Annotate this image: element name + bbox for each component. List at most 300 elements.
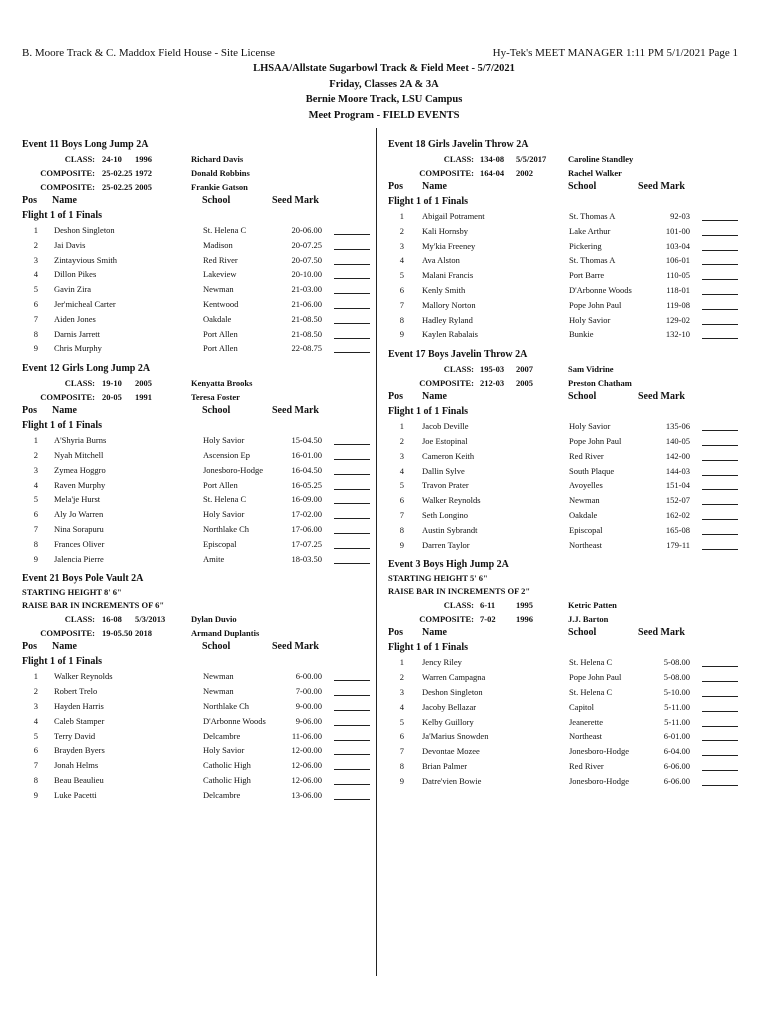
header-pos: Pos <box>22 405 37 417</box>
entry-school: Ascension Ep <box>203 449 250 460</box>
entry-row <box>388 268 738 283</box>
entry-name: Travon Prater <box>422 480 469 491</box>
entry-school: Delcambre <box>203 789 241 800</box>
flight-heading: Flight 1 of 1 Finals <box>388 196 469 207</box>
header-seed-mark: Seed Mark <box>272 641 319 653</box>
header-pos: Pos <box>388 391 403 403</box>
entry-row <box>22 463 370 478</box>
record-label: CLASS: <box>64 378 95 389</box>
entry-pos: 5 <box>399 716 404 727</box>
event-title: Event 3 Boys High Jump 2A <box>388 559 509 571</box>
entry-pos: 7 <box>33 313 38 324</box>
entry-row <box>22 282 370 297</box>
flight-heading: Flight 1 of 1 Finals <box>388 406 469 418</box>
entry-name: Ja'Marius Snowden <box>422 731 489 742</box>
record-label: CLASS: <box>64 154 95 164</box>
result-blank-line <box>702 730 738 741</box>
entry-seed-mark: 21-06.00 <box>291 298 322 309</box>
entry-name: Zintayvious Smith <box>54 254 118 265</box>
entry-name: Robert Trelo <box>54 686 98 697</box>
entry-school: Red River <box>569 450 604 461</box>
result-blank-line <box>334 744 370 755</box>
entry-name: Nyah Mitchell <box>54 449 104 460</box>
entry-row <box>388 434 738 449</box>
record-holder: Preston Chatham <box>568 378 632 389</box>
entry-name: Hayden Harris <box>54 700 104 711</box>
result-blank-line <box>334 239 370 250</box>
entry-school: Pope John Paul <box>569 299 622 310</box>
record-holder: J.J. Barton <box>568 614 609 625</box>
record-label: COMPOSITE: <box>40 628 95 639</box>
entry-row <box>22 312 370 327</box>
entry-row <box>22 492 370 507</box>
record-row <box>22 626 370 640</box>
entry-pos: 7 <box>33 523 38 534</box>
record-date: 2007 <box>516 364 533 375</box>
result-blank-line <box>702 701 738 712</box>
entry-seed-mark: 103-04 <box>665 240 690 251</box>
entry-pos: 6 <box>33 509 38 520</box>
entry-pos: 7 <box>399 509 404 520</box>
entry-row <box>388 313 738 328</box>
entry-seed-mark: 16-04.50 <box>291 464 322 475</box>
entry-name: Chris Murphy <box>54 343 102 354</box>
entry-school: Red River <box>569 760 604 771</box>
entry-row <box>22 743 370 758</box>
entry-row <box>22 433 370 448</box>
event-note: STARTING HEIGHT 8' 6" <box>22 587 122 598</box>
entry-name: A'Shyria Burns <box>54 435 107 446</box>
header-school: School <box>568 391 597 403</box>
entry-seed-mark: 20-06.00 <box>291 225 322 235</box>
entry-school: Pope John Paul <box>569 672 622 683</box>
entry-row <box>388 744 738 759</box>
event-block <box>22 572 370 802</box>
entry-school: Oakdale <box>569 509 598 520</box>
event-title: Event 11 Boys Long Jump 2A <box>22 139 149 150</box>
record-mark: 20-05 <box>102 392 122 403</box>
entry-school: Jeanerette <box>569 716 603 727</box>
entry-school: D'Arbonne Woods <box>203 715 266 726</box>
entry-row <box>22 669 370 684</box>
entry-pos: 3 <box>33 700 38 711</box>
entry-row <box>22 448 370 463</box>
meet-program-title: Meet Program - FIELD EVENTS <box>308 109 460 121</box>
header-school: School <box>568 627 597 639</box>
entry-seed-mark: 11-06.00 <box>291 730 322 741</box>
entry-name: Caleb Stamper <box>54 715 105 726</box>
result-blank-line <box>702 299 738 310</box>
record-holder: Sam Vidrine <box>568 364 614 375</box>
entry-name: Devontae Mozee <box>422 746 480 757</box>
entry-name: Jency Riley <box>422 657 462 668</box>
entry-school: Jonesboro-Hodge <box>569 746 629 757</box>
record-mark: 16-08 <box>102 614 122 625</box>
record-date: 1995 <box>516 600 533 611</box>
column-divider <box>376 128 377 976</box>
entry-seed-mark: 7-00.00 <box>295 686 322 697</box>
result-blank-line <box>334 730 370 741</box>
record-row <box>22 390 370 404</box>
record-mark: 195-03 <box>480 364 505 375</box>
entry-name: Darnis Jarrett <box>54 328 101 339</box>
entry-school: Newman <box>569 495 600 506</box>
header-name: Name <box>422 391 447 403</box>
entry-school: Port Allen <box>203 328 238 339</box>
entry-pos: 9 <box>399 775 404 786</box>
entry-row <box>22 478 370 493</box>
entry-row <box>22 714 370 729</box>
entry-seed-mark: 16-09.00 <box>291 494 322 505</box>
entry-row <box>388 327 738 342</box>
entry-pos: 4 <box>399 701 404 712</box>
meet-title: LHSAA/Allstate Sugarbowl Track & Field Meet - 5/7/2021 <box>253 63 515 74</box>
entry-pos: 4 <box>33 269 38 280</box>
record-date: 5/3/2013 <box>135 614 166 625</box>
entry-school: St. Helena C <box>569 657 613 668</box>
record-row <box>388 376 738 390</box>
entry-row <box>388 253 738 268</box>
record-holder: Armand Duplantis <box>191 628 260 639</box>
record-label: COMPOSITE: <box>419 168 474 178</box>
entry-seed-mark: 129-02 <box>665 314 690 325</box>
entry-seed-mark: 106-01 <box>665 255 690 266</box>
entry-name: Abigail Potrament <box>422 211 485 221</box>
result-blank-line <box>702 210 738 221</box>
entry-pos: 7 <box>33 760 38 771</box>
right-column <box>388 138 738 795</box>
result-blank-line <box>334 328 370 339</box>
entry-name: Mallory Norton <box>422 299 476 310</box>
entry-pos: 4 <box>399 465 404 476</box>
entry-school: Holy Savior <box>569 421 611 432</box>
entry-row <box>388 224 738 239</box>
entry-seed-mark: 165-08 <box>665 524 690 535</box>
event-block <box>388 558 738 788</box>
result-blank-line <box>334 715 370 726</box>
meet-title-block <box>0 61 768 123</box>
header-seed-mark: Seed Mark <box>638 391 685 403</box>
result-blank-line <box>334 670 370 681</box>
event-title: Event 21 Boys Pole Vault 2A <box>22 573 144 585</box>
record-row <box>388 166 738 180</box>
record-row <box>22 612 370 626</box>
entry-pos: 6 <box>399 495 404 506</box>
event-note: RAISE BAR IN INCREMENTS OF 6" <box>22 600 165 611</box>
entry-school: Northlake Ch <box>203 523 250 534</box>
result-blank-line <box>334 479 370 490</box>
entry-school: Amite <box>203 553 225 564</box>
entry-school: Port Allen <box>203 479 238 490</box>
record-holder: Donald Robbins <box>191 168 250 178</box>
entry-seed-mark: 162-02 <box>665 509 690 520</box>
entry-school: South Plaque <box>569 465 615 476</box>
entry-pos: 2 <box>33 686 38 697</box>
entry-school: Northeast <box>569 731 603 742</box>
entry-seed-mark: 132-10 <box>665 329 690 340</box>
entry-seed-mark: 179-11 <box>666 539 690 550</box>
result-blank-line <box>702 254 738 265</box>
entry-name: Zymea Hoggro <box>54 464 106 475</box>
entry-pos: 9 <box>399 329 404 340</box>
entry-name: Walker Reynolds <box>54 671 113 682</box>
record-label: COMPOSITE: <box>40 168 95 178</box>
entry-school: Newman <box>203 686 234 697</box>
entry-school: St. Helena C <box>569 686 613 697</box>
result-blank-line <box>702 269 738 280</box>
entry-row <box>388 700 738 715</box>
record-date: 1972 <box>135 168 152 178</box>
event-title: Event 18 Girls Javelin Throw 2A <box>388 139 529 150</box>
result-blank-line <box>702 760 738 771</box>
entry-seed-mark: 92-03 <box>670 211 690 221</box>
record-mark: 164-04 <box>480 168 505 178</box>
entry-name: Datre'vien Bowie <box>422 775 482 786</box>
event-note: RAISE BAR IN INCREMENTS OF 2" <box>388 586 531 597</box>
entry-row <box>22 522 370 537</box>
entry-seed-mark: 21-08.50 <box>291 328 322 339</box>
entry-pos: 3 <box>399 686 404 697</box>
header-pos: Pos <box>22 195 37 206</box>
entry-name: Jalencia Pierre <box>54 553 104 564</box>
entry-seed-mark: 6-06.00 <box>663 775 690 786</box>
entry-seed-mark: 152-07 <box>665 495 690 506</box>
entry-row <box>388 239 738 254</box>
entry-pos: 5 <box>33 730 38 741</box>
entry-pos: 2 <box>399 435 404 446</box>
entry-name: Hadley Ryland <box>422 314 473 325</box>
result-blank-line <box>702 775 738 786</box>
record-row <box>388 598 738 612</box>
result-blank-line <box>334 464 370 475</box>
entry-school: Port Barre <box>569 270 605 281</box>
entry-seed-mark: 17-06.00 <box>291 523 322 534</box>
entry-name: Dallin Sylve <box>422 465 465 476</box>
record-date: 2005 <box>135 378 152 389</box>
entry-name: Beau Beaulieu <box>54 774 104 785</box>
header-seed-mark: Seed Mark <box>638 627 685 639</box>
entry-pos: 6 <box>399 731 404 742</box>
record-mark: 212-03 <box>480 378 505 389</box>
entry-name: Joe Estopinal <box>422 435 468 446</box>
entry-pos: 8 <box>33 538 38 549</box>
entry-school: Holy Savior <box>203 745 245 756</box>
entry-seed-mark: 18-03.50 <box>291 553 322 564</box>
record-mark: 24-10 <box>102 154 122 164</box>
entry-row <box>388 759 738 774</box>
entry-pos: 4 <box>33 715 38 726</box>
entry-row <box>388 729 738 744</box>
record-label: CLASS: <box>443 364 474 375</box>
record-label: COMPOSITE: <box>419 378 474 389</box>
entry-row <box>388 774 738 789</box>
result-blank-line <box>334 254 370 265</box>
entry-name: Jacob Deville <box>422 421 469 432</box>
entry-seed-mark: 20-10.00 <box>291 269 322 280</box>
result-blank-line <box>702 225 738 236</box>
entry-name: Raven Murphy <box>54 479 106 490</box>
entry-pos: 6 <box>33 745 38 756</box>
record-mark: 134-08 <box>480 154 505 164</box>
entry-pos: 3 <box>33 254 38 265</box>
site-license-label: B. Moore Track & C. Maddox Field House - Site License <box>22 47 275 59</box>
result-blank-line <box>702 524 738 535</box>
result-blank-line <box>702 494 738 505</box>
event-block <box>22 138 370 356</box>
entry-pos: 2 <box>399 672 404 683</box>
entry-seed-mark: 6-01.00 <box>663 731 690 742</box>
entry-pos: 7 <box>399 299 404 310</box>
entry-school: Jonesboro-Hodge <box>569 775 629 786</box>
entry-seed-mark: 151-04 <box>665 480 690 491</box>
result-blank-line <box>334 493 370 504</box>
entry-name: Gavin Zira <box>54 284 92 295</box>
result-blank-line <box>334 449 370 460</box>
entry-school: Lake Arthur <box>569 225 611 236</box>
record-label: COMPOSITE: <box>40 392 95 403</box>
record-holder: Teresa Foster <box>191 392 240 403</box>
entry-pos: 9 <box>399 539 404 550</box>
record-row <box>22 376 370 390</box>
entry-school: Northlake Ch <box>203 700 250 711</box>
entry-row <box>22 267 370 282</box>
entry-row <box>22 297 370 312</box>
entry-name: Jer'micheal Carter <box>54 298 116 309</box>
entry-seed-mark: 15-04.50 <box>291 435 322 446</box>
result-blank-line <box>334 523 370 534</box>
entry-pos: 2 <box>399 225 404 236</box>
record-row <box>22 180 370 194</box>
header-name: Name <box>52 195 77 206</box>
entry-school: Holy Savior <box>203 435 245 446</box>
flight-heading: Flight 1 of 1 Finals <box>22 656 103 668</box>
entry-row <box>388 508 738 523</box>
entry-seed-mark: 140-05 <box>665 435 690 446</box>
entry-row <box>22 773 370 788</box>
entry-row <box>388 538 738 553</box>
entry-pos: 5 <box>33 494 38 505</box>
entry-school: Holy Savior <box>203 509 245 520</box>
entry-row <box>388 715 738 730</box>
entry-pos: 1 <box>33 671 38 682</box>
record-row <box>388 152 738 166</box>
header-pos: Pos <box>388 627 403 639</box>
entry-pos: 6 <box>399 284 404 295</box>
record-date: 2005 <box>135 182 152 192</box>
header-seed-mark: Seed Mark <box>638 181 685 192</box>
record-row <box>22 152 370 166</box>
record-holder: Caroline Standley <box>568 154 634 164</box>
record-row <box>388 612 738 626</box>
entry-pos: 9 <box>33 553 38 564</box>
header-school: School <box>202 195 231 206</box>
entry-school: Jonesboro-Hodge <box>203 464 263 475</box>
entry-seed-mark: 6-04.00 <box>663 746 690 757</box>
record-holder: Rachel Walker <box>568 168 622 178</box>
entry-name: Warren Campagna <box>422 672 486 683</box>
record-mark: 19-05.50 <box>102 628 133 639</box>
entry-school: Delcambre <box>203 730 241 741</box>
result-blank-line <box>334 553 370 564</box>
entry-seed-mark: 6-00.00 <box>295 671 322 682</box>
header-seed-mark: Seed Mark <box>272 405 319 417</box>
entry-row <box>22 507 370 522</box>
entry-row <box>388 464 738 479</box>
entry-seed-mark: 9-00.00 <box>295 700 322 711</box>
entry-school: Newman <box>203 671 234 682</box>
header-seed-mark: Seed Mark <box>272 195 319 206</box>
flight-heading: Flight 1 of 1 Finals <box>22 420 103 432</box>
entry-name: Mela'je Hurst <box>54 494 101 505</box>
entry-row <box>22 699 370 714</box>
entry-seed-mark: 5-11.00 <box>664 716 690 727</box>
record-row <box>22 166 370 180</box>
entry-name: Kaylen Rabalais <box>422 329 478 340</box>
result-blank-line <box>702 509 738 520</box>
entry-pos: 8 <box>33 328 38 339</box>
result-blank-line <box>702 686 738 697</box>
entry-name: Kelby Guillory <box>422 716 474 727</box>
entry-name: Jacoby Bellazar <box>422 701 477 712</box>
entry-seed-mark: 101-00 <box>665 225 690 236</box>
entry-row <box>388 478 738 493</box>
flight-heading: Flight 1 of 1 Finals <box>388 642 469 654</box>
result-blank-line <box>334 759 370 770</box>
event-title: Event 12 Girls Long Jump 2A <box>22 363 151 375</box>
entry-seed-mark: 110-05 <box>666 270 690 281</box>
record-holder: Kenyatta Brooks <box>191 378 253 389</box>
entry-pos: 3 <box>33 464 38 475</box>
entry-seed-mark: 9-06.00 <box>295 715 322 726</box>
entry-pos: 1 <box>399 657 404 668</box>
entry-school: Kentwood <box>203 298 239 309</box>
record-label: CLASS: <box>64 614 95 625</box>
entry-pos: 6 <box>33 298 38 309</box>
record-date: 5/5/2017 <box>516 154 547 164</box>
entry-name: Frances Oliver <box>54 538 105 549</box>
column-headers <box>22 404 370 418</box>
result-blank-line <box>334 700 370 711</box>
header-school: School <box>568 181 597 192</box>
entry-name: Dillon Pikes <box>54 269 97 280</box>
entry-school: Red River <box>203 254 238 265</box>
header-name: Name <box>52 405 77 417</box>
entry-seed-mark: 118-01 <box>666 284 690 295</box>
entry-school: Catholic High <box>203 774 251 785</box>
entry-row <box>22 552 370 567</box>
entry-school: Avoyelles <box>569 480 603 491</box>
column-headers <box>388 180 738 194</box>
entry-name: Cameron Keith <box>422 450 475 461</box>
entry-row <box>22 253 370 268</box>
entry-seed-mark: 5-08.00 <box>663 657 690 668</box>
entry-seed-mark: 17-07.25 <box>291 538 322 549</box>
header-pos: Pos <box>22 641 37 653</box>
event-block <box>22 362 370 566</box>
meet-manager-stamp: Hy-Tek's MEET MANAGER 1:11 PM 5/1/2021 Page 1 <box>492 47 738 59</box>
entry-pos: 9 <box>33 789 38 800</box>
entry-row <box>22 788 370 803</box>
entry-name: Nina Sorapuru <box>54 523 104 534</box>
entry-row <box>22 729 370 744</box>
record-mark: 6-11 <box>480 600 496 611</box>
result-blank-line <box>702 716 738 727</box>
record-holder: Ketric Patten <box>568 600 617 611</box>
entry-seed-mark: 12-00.00 <box>291 745 322 756</box>
entry-row <box>388 283 738 298</box>
result-blank-line <box>702 420 738 431</box>
result-blank-line <box>334 538 370 549</box>
